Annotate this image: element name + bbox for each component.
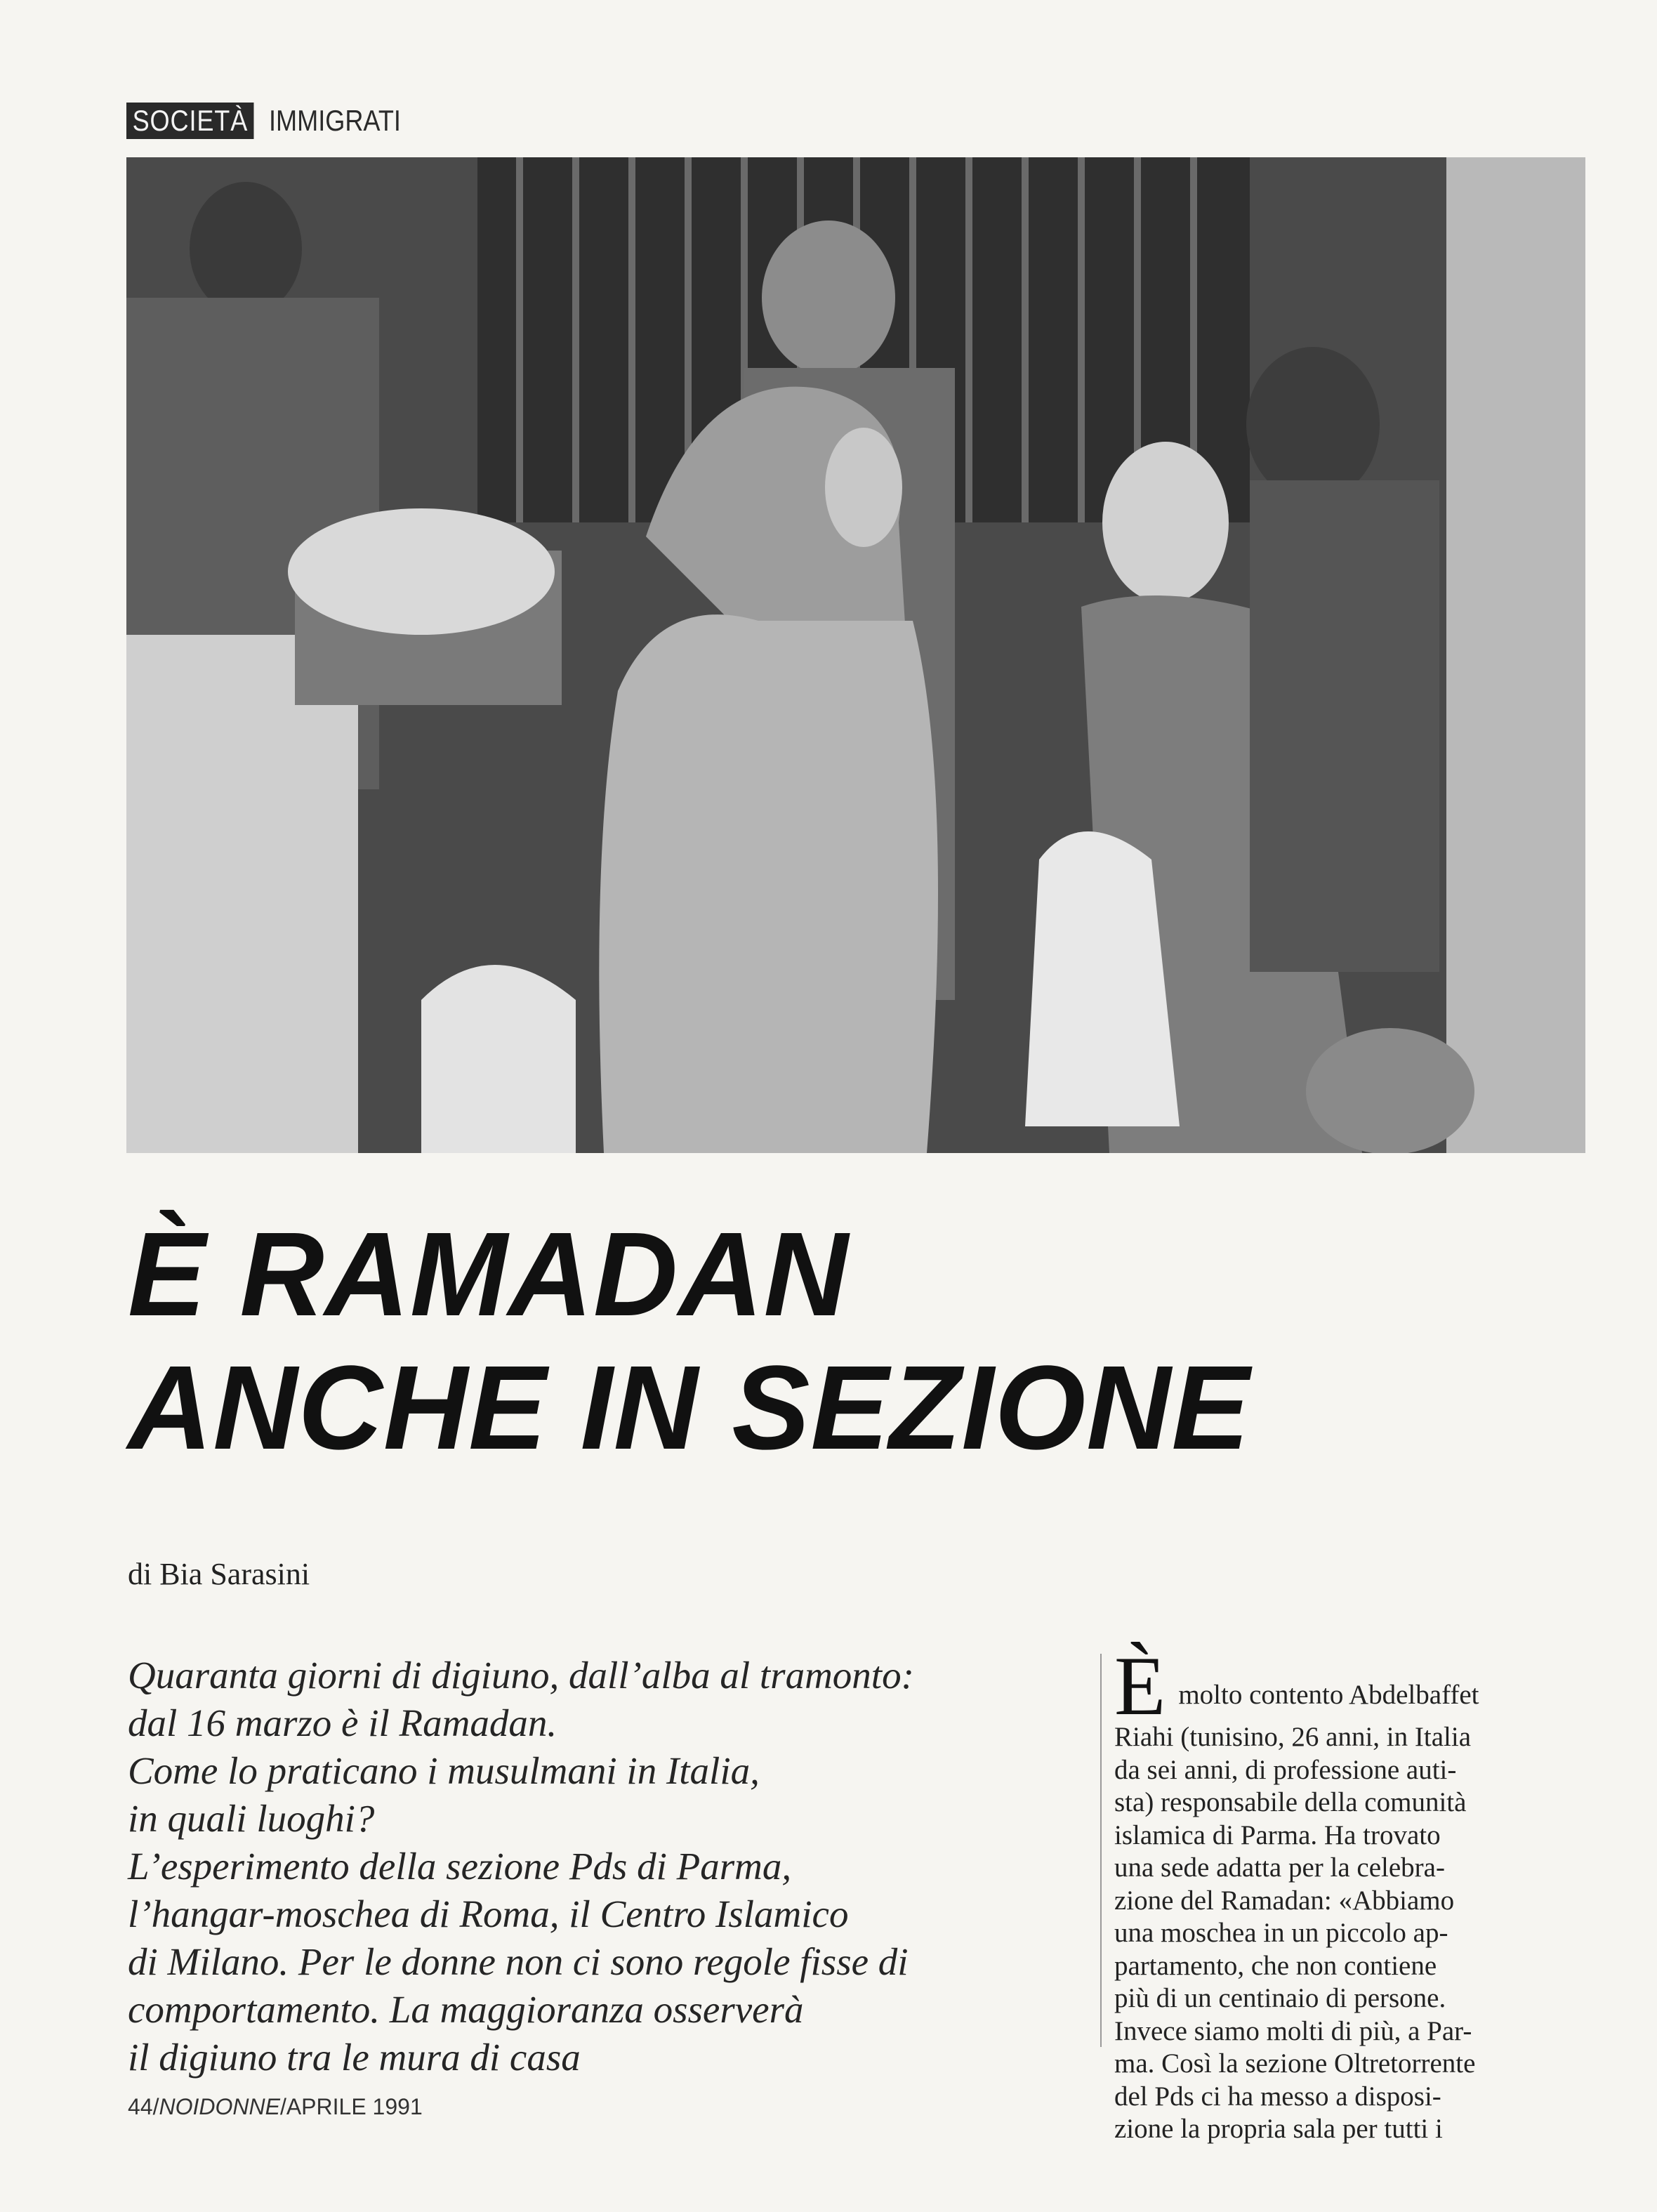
body-line: da sei anni, di professione auti-: [1114, 1754, 1457, 1785]
byline: di Bia Sarasini: [128, 1557, 310, 1591]
headline-line-1: È RAMADAN: [128, 1208, 849, 1341]
body-line: ma. Così la sezione Oltretorrente: [1114, 2048, 1476, 2079]
magazine-name: NOIDONNE: [159, 2094, 280, 2119]
photo-illustration: [126, 157, 1585, 1153]
headline-line-2: ANCHE IN SEZIONE: [128, 1341, 1250, 1475]
body-line: islamica di Parma. Ha trovato: [1114, 1819, 1441, 1850]
lead-line: di Milano. Per le donne non ci sono regole fisse di: [128, 1940, 909, 1983]
lead-line: comportamento. La maggioranza osserverà: [128, 1988, 804, 2031]
page-number: 44/: [128, 2094, 159, 2119]
drop-cap: È: [1114, 1639, 1166, 1732]
page-footer: [128, 2094, 423, 2120]
body-line: Riahi (tunisino, 26 anni, in Italia: [1114, 1722, 1472, 1752]
lead-line: Come lo praticano i musulmani in Italia,: [128, 1749, 760, 1792]
body-line: Invece siamo molti di più, a Par-: [1114, 2015, 1472, 2046]
body-line: sta) responsabile della comunità: [1114, 1787, 1467, 1817]
lead-line: Quaranta giorni di digiuno, dall’alba al tramonto:: [128, 1654, 914, 1697]
headline: [128, 1208, 1250, 1475]
lead-line: l’hangar-moschea di Roma, il Centro Islamico: [128, 1892, 849, 1935]
lead-paragraph: [128, 1652, 1041, 2081]
body-line: zione la propria sala per tutti i: [1114, 2114, 1443, 2144]
market-photo: [126, 157, 1585, 1153]
body-line: molto contento Abdelbaffet: [1178, 1680, 1479, 1710]
lead-line: L’esperimento della sezione Pds di Parma,: [128, 1845, 792, 1888]
lead-line: dal 16 marzo è il Ramadan.: [128, 1701, 557, 1744]
lead-line: il digiuno tra le mura di casa: [128, 2036, 581, 2079]
lead-line: in quali luoghi?: [128, 1797, 375, 1840]
issue-date: /APRILE 1991: [279, 2094, 423, 2119]
body-line: una moschea in un piccolo ap-: [1114, 1918, 1448, 1948]
body-line: partamento, che non contiene: [1114, 1950, 1437, 1981]
section-topic: IMMIGRATI: [269, 104, 402, 137]
section-label: SOCIETÀ: [126, 103, 254, 139]
column-divider: [1100, 1654, 1102, 2047]
body-line: più di un centinaio di persone.: [1114, 1983, 1446, 2013]
article-body: [1114, 1639, 1585, 2146]
body-line: del Pds ci ha messo a disposi-: [1114, 2081, 1441, 2112]
body-line: una sede adatta per la celebra-: [1114, 1852, 1445, 1883]
section-header: [126, 103, 423, 139]
body-line: zione del Ramadan: «Abbiamo: [1114, 1885, 1455, 1916]
